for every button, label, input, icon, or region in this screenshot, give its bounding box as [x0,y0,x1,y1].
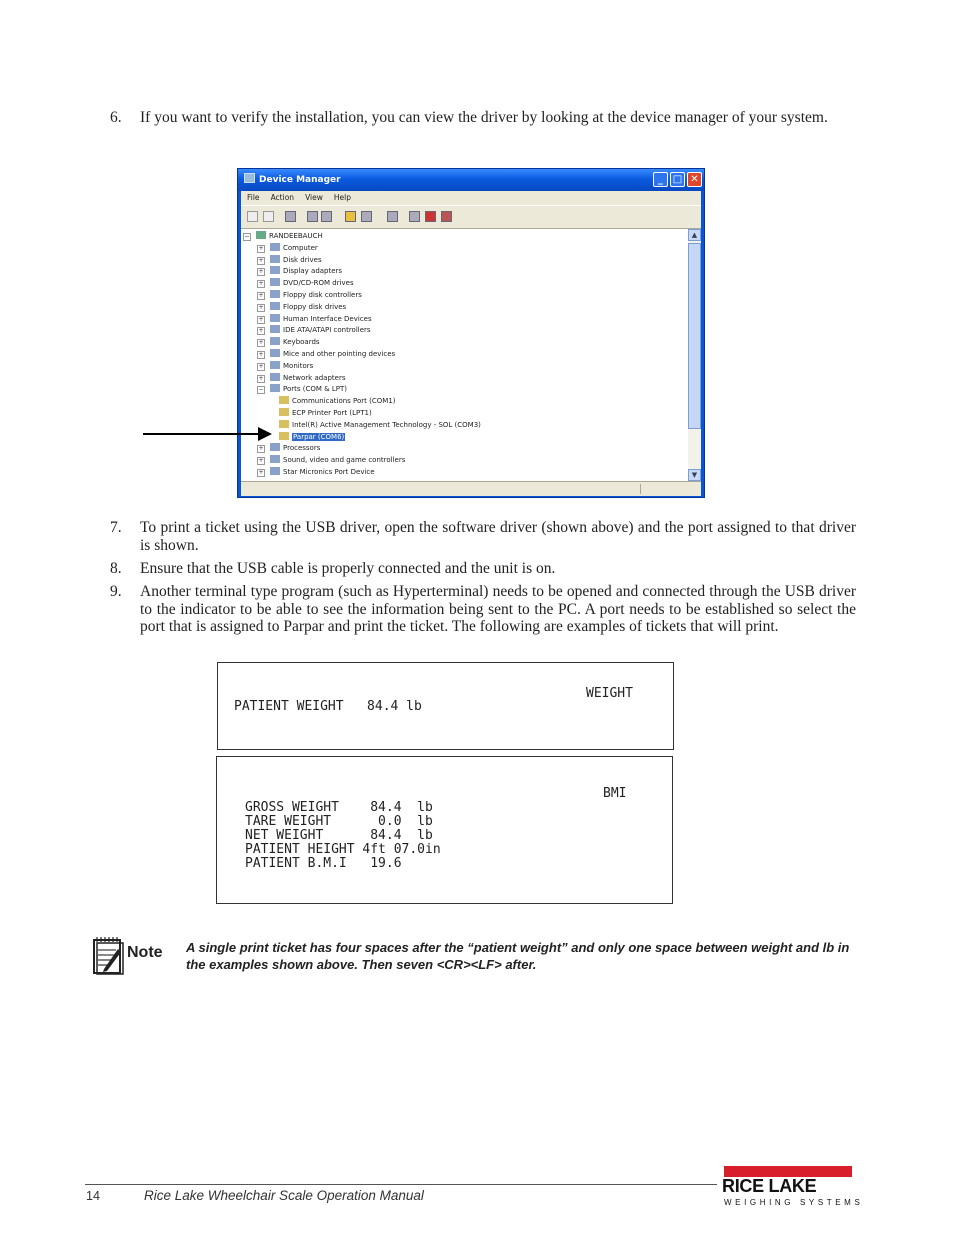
ticket-line: NET WEIGHT 84.4 lb [245,828,433,843]
tree-node-label: Monitors [283,361,314,370]
expand-toggle-icon[interactable]: + [258,303,264,311]
tree-node-label: Computer [283,243,318,252]
tree-node-label: Keyboards [283,338,320,347]
scroll-down-icon[interactable]: ▼ [688,469,701,481]
tree-item[interactable] [257,337,320,347]
view-icon[interactable] [361,211,372,222]
device-icon [270,337,280,345]
expand-toggle-icon[interactable]: + [258,362,264,370]
forward-icon[interactable] [263,211,274,222]
update-driver-icon[interactable] [409,211,420,222]
weight-ticket [217,662,674,750]
tree-item[interactable] [257,243,318,253]
device-icon [270,349,280,357]
device-icon [270,384,280,392]
step-text: To print a ticket using the USB driver, open the software driver (shown above) and the port assigned to that driver is shown. [140,519,856,554]
scroll-up-icon[interactable]: ▲ [688,229,701,241]
device-icon [279,408,289,416]
tree-node-label: Sound, video and game controllers [283,456,406,465]
device-icon [270,290,280,298]
expand-toggle-icon[interactable]: + [258,374,264,382]
bmi-ticket [216,756,673,904]
disable-icon[interactable] [441,211,452,222]
device-icon [270,255,280,263]
minimize-button[interactable]: _ [653,172,668,187]
menu-bar [241,191,701,205]
pointer-arrow-icon [258,427,272,441]
ticket-line: PATIENT HEIGHT 4ft 07.0in [245,842,441,857]
ticket-header: WEIGHT [586,686,633,701]
ticket-header: BMI [603,786,627,801]
up-icon[interactable] [285,211,296,222]
menu-help[interactable]: Help [333,193,351,202]
print-icon[interactable] [321,211,332,222]
rice-lake-logo-sub: WEIGHING SYSTEMS [724,1198,864,1207]
tree-node-label: Processors [283,444,321,453]
tree-node-label: Floppy disk controllers [283,291,362,299]
tree-item[interactable] [257,314,372,324]
expand-toggle-icon[interactable]: + [258,457,264,465]
device-icon [256,231,266,239]
device-icon [270,243,280,251]
step-9 [110,583,856,636]
step-8 [110,560,856,578]
menu-file[interactable]: File [247,193,260,202]
properties-icon[interactable] [307,211,318,222]
step-text: Another terminal type program (such as Hyperterminal) needs to be opened and connected through the USB driver to the indicator to be able to see the information being sent to the PC. A port needs to be established so select the port that is assigned to Parpar and print the ticket. The following are examples of tickets that will print. [140,583,856,635]
expand-toggle-icon[interactable]: + [258,244,264,252]
tree-item[interactable] [257,302,346,312]
uninstall-icon[interactable] [425,211,436,222]
tree-port[interactable] [279,408,372,418]
tree-node-label: Mice and other pointing devices [283,350,396,358]
tree-node-label: Display adapters [283,267,343,276]
close-button[interactable]: ✕ [687,172,702,187]
device-manager-icon [244,173,255,183]
back-icon[interactable] [247,211,258,222]
expand-toggle-icon[interactable]: + [258,445,264,453]
window-titlebar [238,169,704,191]
device-icon [270,325,280,333]
device-icon [270,278,280,286]
expand-toggle-icon[interactable]: + [258,351,264,358]
tree-node-label: Floppy disk drives [283,302,347,311]
device-manager-window [237,168,705,498]
tree-item[interactable] [257,467,375,477]
expand-toggle-icon[interactable]: + [258,315,264,323]
tree-node-label: Ports (COM & LPT) [283,385,347,394]
scroll-thumb[interactable] [688,243,701,429]
footer-rule [85,1184,717,1185]
ticket-line: PATIENT B.M.I 19.6 [245,856,402,871]
toolbar [241,205,701,229]
device-icon [270,266,280,274]
tree-node-label: Human Interface Devices [283,314,372,323]
scan-icon[interactable] [387,211,398,222]
expand-toggle-icon[interactable]: + [258,469,264,476]
tree-node-label: IDE ATA/ATAPI controllers [283,326,371,335]
manual-title: Rice Lake Wheelchair Scale Operation Manual [144,1188,424,1203]
ticket-line: TARE WEIGHT 0.0 lb [245,814,433,829]
step-number: 9. [110,583,122,600]
window-title: Device Manager [259,175,341,185]
tree-node-label: Disk drives [283,255,322,264]
expand-toggle-icon[interactable]: + [258,327,264,335]
tree-node-label: DVD/CD-ROM drives [283,279,354,288]
device-icon [270,467,280,475]
tree-port[interactable] [279,420,481,430]
step-text: If you want to verify the installation, you can view the driver by looking at the device manager of your system. [140,109,828,126]
tree-item[interactable] [257,361,313,371]
step-number: 6. [110,109,122,126]
vertical-scrollbar[interactable] [688,229,701,481]
tree-node-label: Network adapters [283,373,346,382]
tree-port[interactable] [279,432,345,442]
expand-toggle-icon[interactable]: + [258,280,264,288]
tree-node-label: Parpar (COM6) [293,432,345,441]
tree-port[interactable] [279,396,396,406]
menu-view[interactable]: View [305,193,323,202]
device-tree [241,229,688,481]
expand-toggle-icon[interactable]: + [258,292,264,299]
pointer-arrow-line [143,433,261,435]
menu-action[interactable]: Action [270,193,295,202]
device-icon [279,396,289,404]
tree-node-label: Communications Port (COM1) [292,397,396,406]
device-icon [270,455,280,463]
step-6 [110,109,856,127]
expand-toggle-icon[interactable]: − [258,386,264,394]
device-icon [279,432,289,440]
step-number: 8. [110,560,122,577]
expand-toggle-icon[interactable]: + [258,268,264,276]
expand-toggle-icon[interactable]: − [244,233,250,240]
device-icon [270,361,280,369]
expand-toggle-icon[interactable]: + [258,256,264,264]
tree-node-label: Intel(R) Active Management Technology - SOL (COM3) [292,420,481,429]
tree-item[interactable] [257,255,322,265]
device-icon [270,314,280,322]
step-number: 7. [110,519,122,536]
step-text: Ensure that the USB cable is properly connected and the unit is on. [140,560,556,577]
device-icon [279,420,289,428]
maximize-button[interactable]: □ [670,172,685,187]
tree-item[interactable] [257,443,320,453]
tree-node-label: RANDEEBAUCH [269,232,323,240]
note-text: A single print ticket has four spaces after the “patient weight” and only one space between weight and lb in the examples shown above. Then seven <CR><LF> after. [186,940,850,972]
tree-root[interactable] [243,231,323,241]
tree-item[interactable] [257,455,405,465]
expand-toggle-icon[interactable]: + [258,339,264,347]
help-icon[interactable] [345,211,356,222]
ticket-line: GROSS WEIGHT 84.4 lb [245,800,433,815]
tree-item[interactable] [257,325,371,335]
tree-item[interactable] [257,266,342,276]
tree-node-label: Star Micronics Port Device [283,468,375,476]
device-icon [270,302,280,310]
status-bar [241,481,701,496]
note-label: Note [127,944,163,961]
tree-item[interactable] [257,290,362,300]
tree-item[interactable] [257,278,354,288]
tree-item[interactable] [257,349,395,359]
tree-item[interactable] [257,373,346,383]
rice-lake-logo-name: RICE LAKE [722,1176,817,1196]
device-icon [270,373,280,381]
note-pad-icon [92,935,124,975]
device-icon [270,443,280,451]
tree-node-label: ECP Printer Port (LPT1) [292,409,372,417]
tree-item[interactable] [257,384,347,394]
page-number: 14 [86,1189,100,1203]
step-7 [110,519,856,554]
ticket-line: PATIENT WEIGHT 84.4 lb [234,699,422,714]
